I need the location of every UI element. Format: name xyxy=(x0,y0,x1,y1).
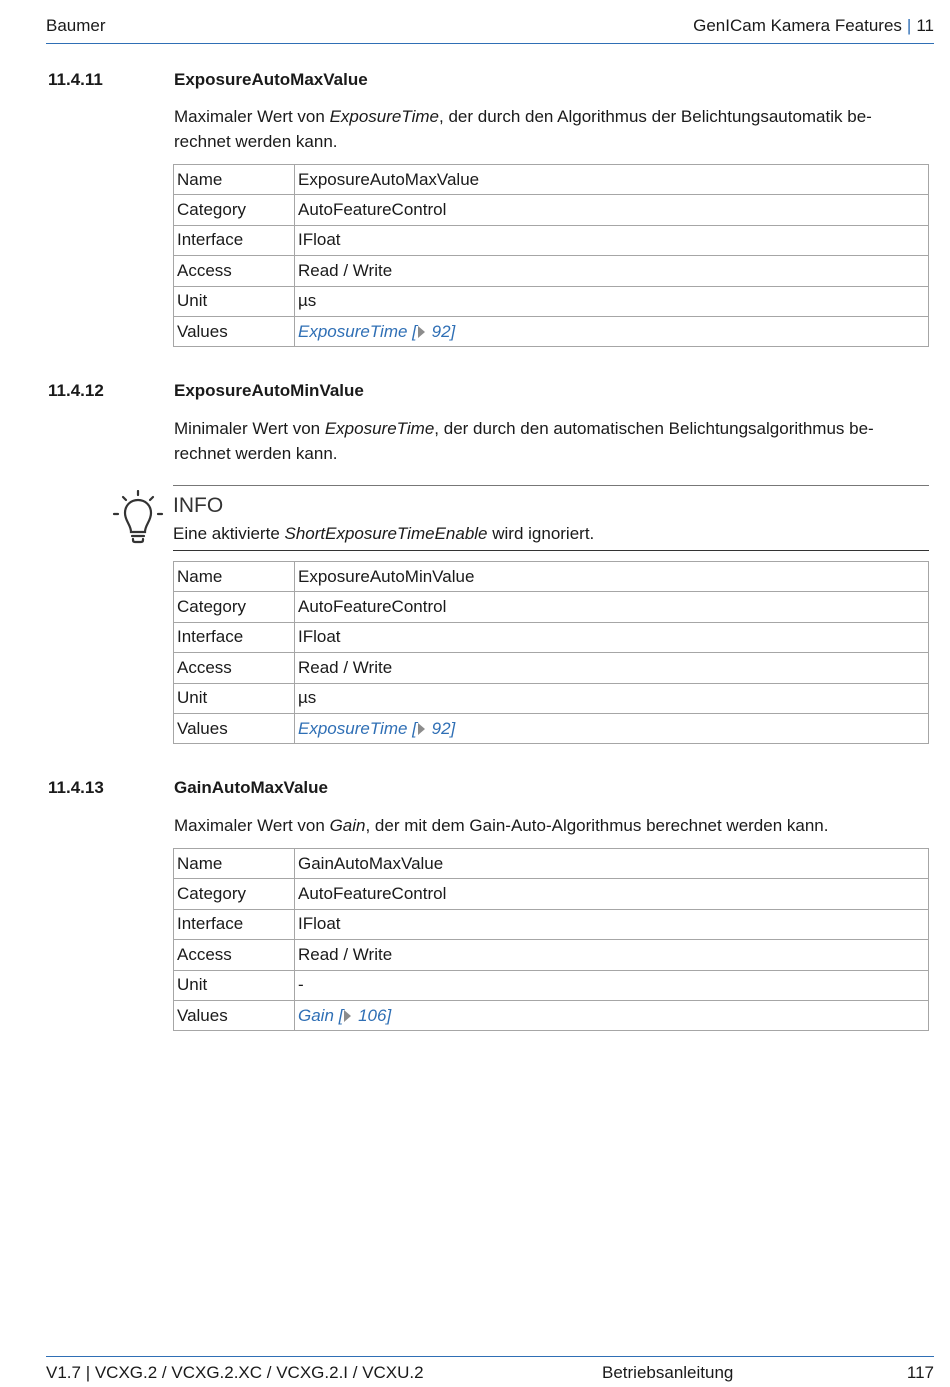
page-number: 117 xyxy=(906,1363,934,1382)
table-row xyxy=(174,849,929,879)
table-row xyxy=(174,713,929,743)
unit-label: Unit xyxy=(174,286,295,316)
table-row xyxy=(174,286,929,316)
table-row xyxy=(174,1000,929,1030)
values-link-text: ExposureTime [ xyxy=(298,718,417,738)
values-link[interactable] xyxy=(298,1006,391,1025)
access-label: Access xyxy=(174,940,295,970)
chapter-number: 11 xyxy=(916,16,934,35)
values-label: Values xyxy=(174,713,295,743)
section-number: 11.4.13 xyxy=(48,778,104,797)
section-description xyxy=(174,104,914,154)
access-value: Read / Write xyxy=(295,940,929,970)
unit-label: Unit xyxy=(174,683,295,713)
values-cell xyxy=(295,316,929,346)
values-cell xyxy=(295,713,929,743)
values-cell xyxy=(295,1000,929,1030)
info-text-part: Eine aktivierte xyxy=(173,524,285,543)
values-link-text: ExposureTime [ xyxy=(298,321,417,341)
table-row xyxy=(174,562,929,592)
desc-emphasis: ExposureTime xyxy=(329,107,440,126)
page-arrow-icon xyxy=(344,1010,351,1022)
table-row xyxy=(174,225,929,255)
desc-text: , der durch den automatischen Belichtungsalgorithmus be- xyxy=(434,419,874,438)
table-row xyxy=(174,970,929,1000)
access-label: Access xyxy=(174,256,295,286)
category-value: AutoFeatureControl xyxy=(295,879,929,909)
name-value: ExposureAutoMaxValue xyxy=(295,165,929,195)
values-link-text: Gain [ xyxy=(298,1005,344,1025)
section-description xyxy=(174,813,914,838)
table-row xyxy=(174,316,929,346)
values-label: Values xyxy=(174,316,295,346)
table-row xyxy=(174,683,929,713)
values-label: Values xyxy=(174,1000,295,1030)
values-link-page: 92] xyxy=(426,321,456,341)
interface-value: IFloat xyxy=(295,909,929,939)
unit-value: µs xyxy=(295,683,929,713)
lightbulb-icon xyxy=(112,490,164,544)
page-arrow-icon xyxy=(418,723,425,735)
table-row xyxy=(174,909,929,939)
unit-value: - xyxy=(295,970,929,1000)
section-title: ExposureAutoMinValue xyxy=(174,381,364,400)
table-row xyxy=(174,592,929,622)
unit-label: Unit xyxy=(174,970,295,1000)
info-text-part: wird ignoriert. xyxy=(487,524,595,543)
name-label: Name xyxy=(174,849,295,879)
table-row xyxy=(174,195,929,225)
feature-table xyxy=(173,164,929,347)
interface-value: IFloat xyxy=(295,225,929,255)
info-text xyxy=(173,524,594,544)
category-label: Category xyxy=(174,195,295,225)
interface-value: IFloat xyxy=(295,622,929,652)
desc-text: rechnet werden kann. xyxy=(174,132,338,151)
values-link-page: 92] xyxy=(426,718,456,738)
desc-text: Minimaler Wert von xyxy=(174,419,325,438)
category-value: AutoFeatureControl xyxy=(295,195,929,225)
page-footer xyxy=(46,1356,934,1387)
section-description xyxy=(174,416,914,466)
name-value: GainAutoMaxValue xyxy=(295,849,929,879)
access-value: Read / Write xyxy=(295,256,929,286)
desc-text: rechnet werden kann. xyxy=(174,444,338,463)
values-link[interactable] xyxy=(298,719,455,738)
section-title: GainAutoMaxValue xyxy=(174,778,328,797)
table-row xyxy=(174,165,929,195)
name-label: Name xyxy=(174,562,295,592)
footer-version: V1.7 | VCXG.2 / VCXG.2.XC / VCXG.2.I / VCXU.2 xyxy=(46,1363,424,1382)
info-emphasis: ShortExposureTimeEnable xyxy=(284,524,488,543)
name-value: ExposureAutoMinValue xyxy=(295,562,929,592)
header-separator: | xyxy=(906,16,912,35)
interface-label: Interface xyxy=(174,909,295,939)
category-label: Category xyxy=(174,592,295,622)
page-header xyxy=(46,14,934,44)
page-arrow-icon xyxy=(418,326,425,338)
desc-text: , der mit dem Gain-Auto-Algorithmus berechnet werden kann. xyxy=(365,816,829,835)
desc-emphasis: ExposureTime xyxy=(324,419,435,438)
table-row xyxy=(174,940,929,970)
table-row xyxy=(174,622,929,652)
name-label: Name xyxy=(174,165,295,195)
interface-label: Interface xyxy=(174,225,295,255)
chapter-name: GenICam Kamera Features xyxy=(693,16,902,35)
chapter-title xyxy=(693,16,934,36)
table-row xyxy=(174,256,929,286)
category-label: Category xyxy=(174,879,295,909)
interface-label: Interface xyxy=(174,622,295,652)
table-row xyxy=(174,653,929,683)
access-value: Read / Write xyxy=(295,653,929,683)
info-box xyxy=(173,485,929,551)
section-number: 11.4.11 xyxy=(48,70,103,89)
desc-text: Maximaler Wert von xyxy=(174,107,330,126)
section-title: ExposureAutoMaxValue xyxy=(174,70,368,89)
access-label: Access xyxy=(174,653,295,683)
values-link[interactable] xyxy=(298,322,455,341)
footer-doc-type: Betriebsanleitung xyxy=(602,1363,734,1382)
desc-text: , der durch den Algorithmus der Belichtungsautomatik be- xyxy=(439,107,872,126)
info-title: INFO xyxy=(173,494,224,517)
desc-text: Maximaler Wert von xyxy=(174,816,330,835)
section-number: 11.4.12 xyxy=(48,381,104,400)
feature-table xyxy=(173,848,929,1031)
category-value: AutoFeatureControl xyxy=(295,592,929,622)
unit-value: µs xyxy=(295,286,929,316)
values-link-page: 106] xyxy=(353,1005,392,1025)
feature-table xyxy=(173,561,929,744)
table-row xyxy=(174,879,929,909)
brand-name: Baumer xyxy=(46,16,106,35)
desc-emphasis: Gain xyxy=(329,816,366,835)
